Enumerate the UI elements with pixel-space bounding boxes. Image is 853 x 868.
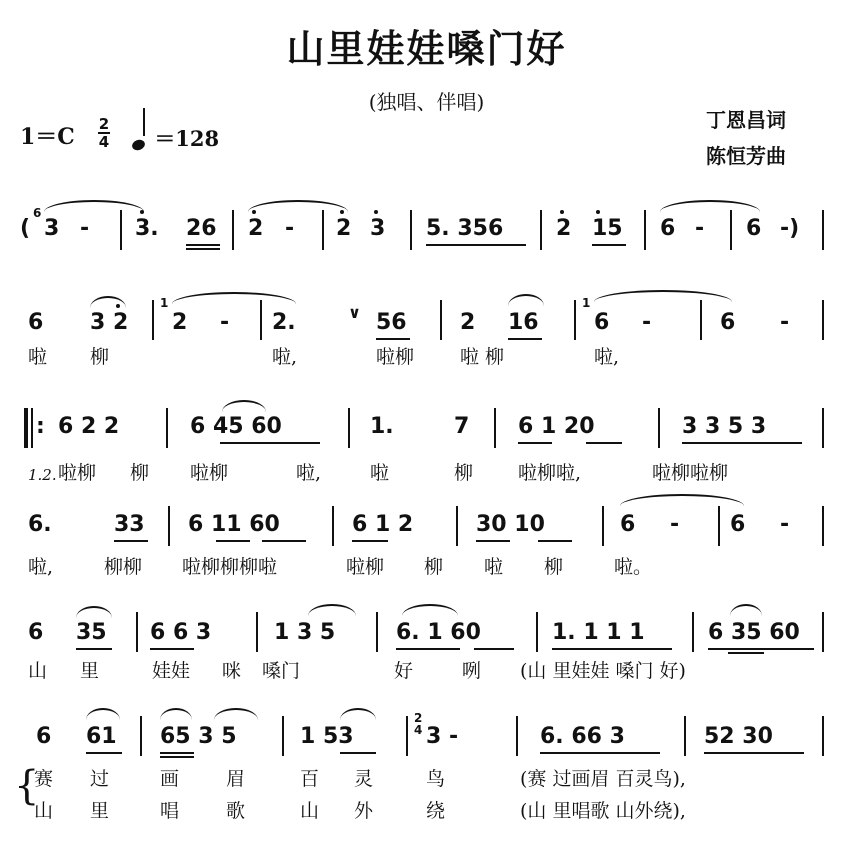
key-signature: 1＝C — [20, 124, 75, 150]
composer-credit: 陈恒芳曲 — [706, 144, 786, 168]
quarter-note-icon — [131, 138, 147, 152]
verse-brace-icon: { — [14, 763, 40, 809]
tempo-marking: ＝128 — [132, 118, 219, 153]
time-signature: 2 4 — [98, 115, 110, 151]
lyricist-credit: 丁恩昌词 — [706, 108, 786, 132]
song-subtitle: (独唱、伴唱) — [368, 90, 485, 114]
song-title: 山里娃娃嗓门好 — [286, 26, 567, 71]
